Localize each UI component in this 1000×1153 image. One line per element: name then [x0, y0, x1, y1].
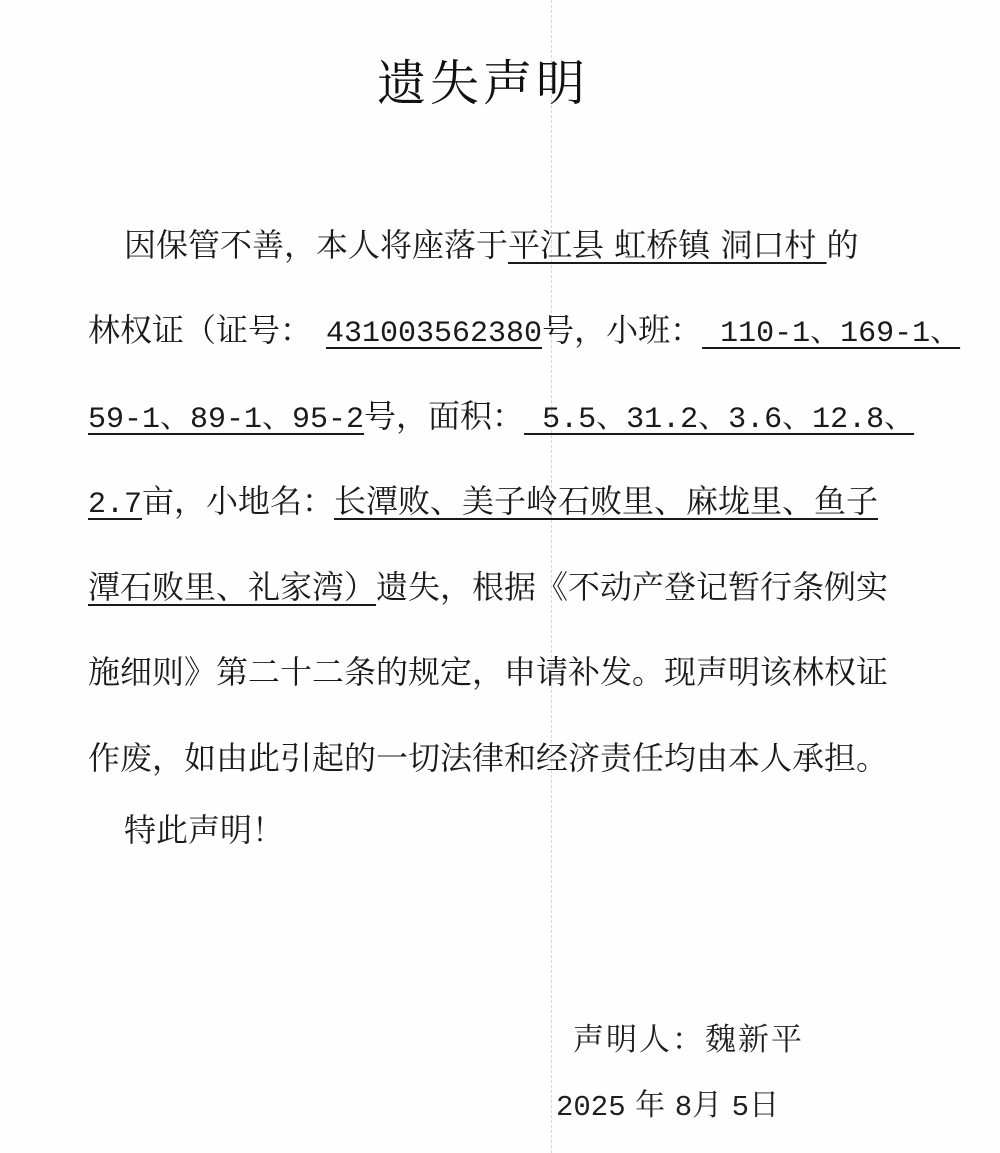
line5-suffix: 遗失，根据《不动产登记暂行条例实	[376, 568, 889, 606]
line2-prefix: 林权证（证号：	[88, 311, 313, 349]
date-year: 2025	[556, 1091, 626, 1124]
body-line-3	[88, 396, 914, 440]
plot-numbers-field-b: 59-1、89-1、95-2	[88, 403, 365, 437]
line2-mid: 号，小班：	[542, 311, 703, 349]
place-names-field-a: 长潭败、美子岭石败里、麻垅里、鱼子	[334, 482, 879, 520]
cert-number-field: 431003562380	[326, 317, 543, 351]
signature-label: 声明人：	[573, 1022, 705, 1058]
date-day-unit: 日	[749, 1088, 780, 1123]
body-line-7: 作废，如由此引起的一切法律和经济责任均由本人承担。	[88, 739, 889, 777]
body-line-5	[88, 567, 888, 607]
line4-mid: 亩，小地名：	[142, 482, 335, 520]
body-line-4	[88, 481, 878, 525]
location-field: 平江县 虹桥镇 洞口村	[508, 226, 827, 264]
date-month-unit: 月	[692, 1088, 723, 1123]
line3-mid: 号，面积：	[364, 397, 525, 435]
place-names-field-b: 潭石败里、礼家湾）	[88, 568, 377, 606]
closing-line: 特此声明！	[124, 811, 285, 849]
date	[556, 1086, 779, 1128]
line1-suffix: 的	[826, 226, 859, 264]
body-line-6: 施细则》第二十二条的规定，申请补发。现声明该林权证	[88, 653, 889, 691]
body-line-1	[124, 225, 859, 265]
area-field-a: 5.5、31.2、3.6、12.8、	[524, 403, 915, 437]
line1-prefix: 因保管不善，本人将座落于	[124, 226, 509, 264]
page-title: 遗失声明	[376, 55, 589, 112]
signature	[573, 1020, 804, 1060]
date-year-unit: 年	[635, 1088, 666, 1123]
plot-numbers-field-a: 110-1、169-1、	[702, 317, 961, 351]
body-line-2	[88, 310, 960, 354]
signature-name: 魏新平	[705, 1022, 804, 1058]
date-month: 8	[674, 1091, 693, 1124]
area-field-b: 2.7	[88, 488, 143, 522]
date-day: 5	[731, 1091, 750, 1124]
